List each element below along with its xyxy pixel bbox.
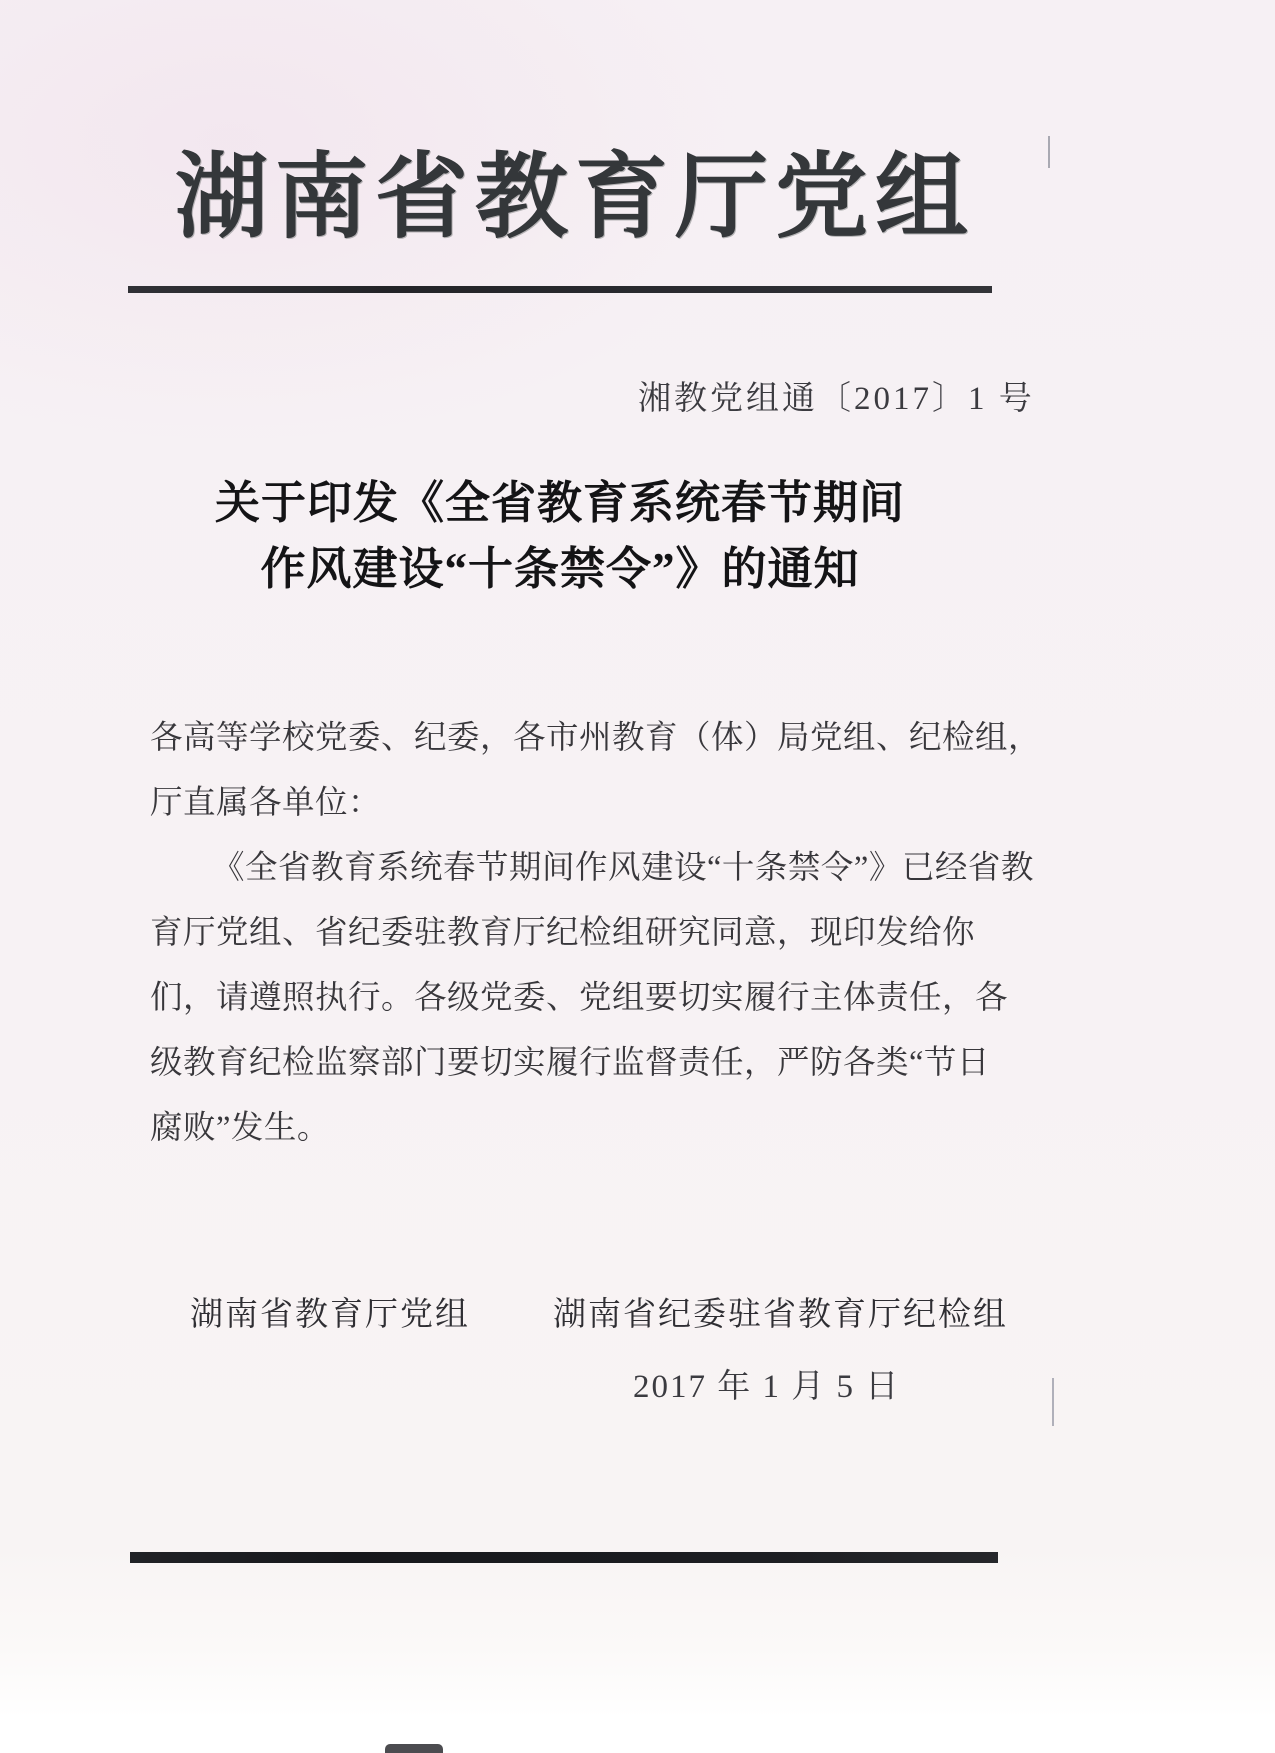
paragraph-line-1: 《全省教育系统春节期间作风建设“十条禁令”》已经省教 [212,850,1034,886]
salutation-line-2: 厅直属各单位： [150,785,382,821]
paragraph-line-5: 腐败”发生。 [150,1110,330,1146]
signature-date: 2017 年 1 月 5 日 [633,1369,901,1405]
scan-artifact-smudge [385,1744,443,1753]
paragraph-line-2: 育厅党组、省纪委驻教育厅纪检组研究同意，现印发给你 [150,915,976,951]
paragraph-line-4: 级教育纪检监察部门要切实履行监督责任，严防各类“节日 [150,1045,990,1081]
signature-org-right: 湖南省纪委驻省教育厅纪检组 [553,1297,1008,1333]
document-title-line2: 作风建设“十条禁令”》的通知 [260,544,860,594]
document-title-line1: 关于印发《全省教育系统春节期间 [214,478,905,528]
paragraph-line-3: 们，请遵照执行。各级党委、党组要切实履行主体责任，各 [150,980,1009,1016]
letterhead-org-title: 湖南省教育厅党组 [175,147,975,250]
footer-rule [130,1552,998,1563]
document-body [150,706,1042,1161]
letterhead-divider-rule [128,286,992,293]
signature-org-left: 湖南省教育厅党组 [190,1297,470,1333]
document-title [130,470,990,602]
scan-artifact-line-bottom [1052,1378,1054,1426]
salutation-line-1: 各高等学校党委、纪委，各市州教育（体）局党组、纪检组， [150,720,1042,756]
scan-artifact-line-top [1048,136,1050,168]
document-number: 湘教党组通〔2017〕1 号 [638,381,1035,417]
